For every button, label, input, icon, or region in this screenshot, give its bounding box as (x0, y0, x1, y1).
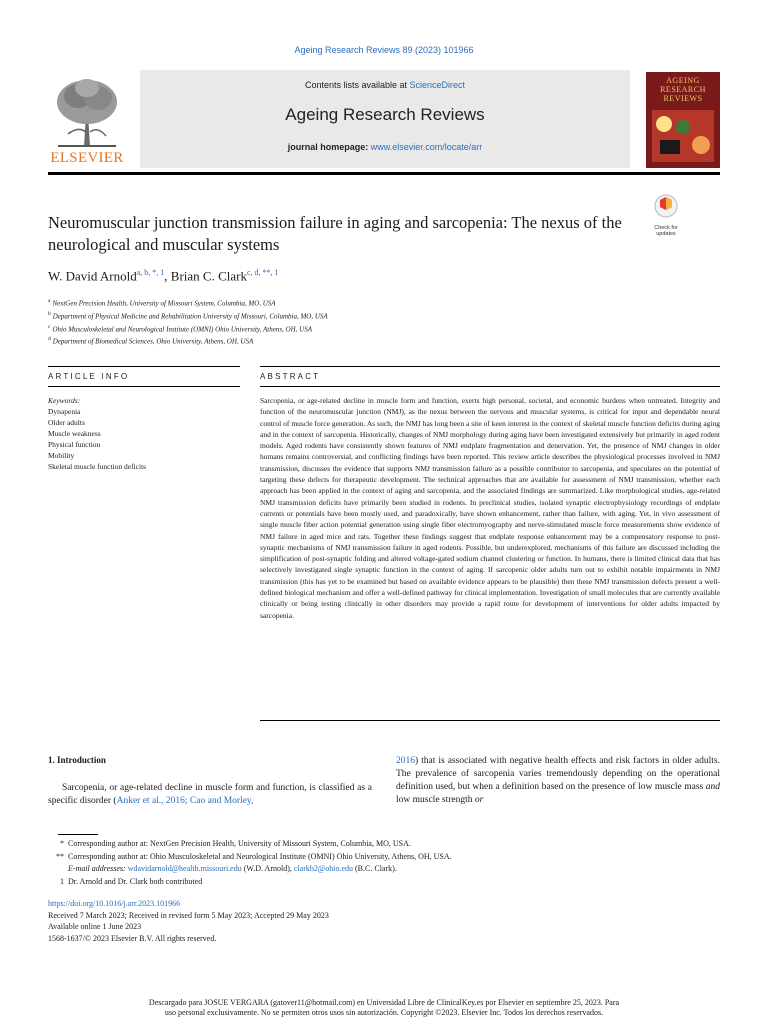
introduction-heading: 1. Introduction (48, 755, 106, 765)
author-name[interactable]: W. David Arnold (48, 268, 137, 284)
abstract-text: Sarcopenia, or age-related decline in muscle form and function, exerts high personal, societal, and economic burdens when untreated. Integrity and function of the neuromuscular junction (NMJ), as the nexus between the nervous and muscular systems, is critical for input and dependable neural control of muscle force generation. As such, the NMJ has long been a site of keen interest in the context of skeletal muscle function deficits during aging and in the context of sarcopenia. Historically, changes of NMJ morphology during aging have been investigated extensively but primarily in aged rodent models. Aged rodents have consistently shown features of NMJ endplate fragmentation and denervation. Yet, the presence of NMJ changes in older humans remains controversial, and conflicting findings have been reported. This review article describes the physiological processes involved in NMJ transmission, discusses the evidence that supports NMJ transmission failure as a possible contributor to sarcopenia, and speculates on the potential of targeting these defects for therapeutic development. The technical approaches that are available for assessment of NMJ transmission, whether each approach has been applied in the context of aging and sarcopenia, and the associated findings are summarized. Like morphological studies, age-related NMJ transmission deficits have primarily been studied in rodents. In preclinical studies, isolated synaptic electrophysiology recordings of endplate currents or potentials have been mostly used, and paradoxically, have shown enhancement, rather than failure, with aging. Yet, in vivo assessment of single muscle fiber action potential generation using single fiber electromyography and nerve-stimulated muscle force measurements show evidence of NMJ failure in aged mice and rats. Together these findings suggest that endplate response enhancement may be a compensatory response to post-synaptic mechanisms of NMJ transmission failure in aged rodents. Possible, but underexplored, mechanisms of this failure are discussed including the simplification of post-synaptic folding and altered voltage-gated sodium channel clustering or function. In humans, there is limited clinical data that has selectively investigated single synaptic function in the context of aging. If sarcopenic older adults turn out to exhibit notable impairments in NMJ transmission (this has yet to be examined but based on available evidence appears to be plausible) then these NMJ transmission defects present a well-defined biological mechanism and offer a well-defined pathway for clinical implementation. Investigation of small molecules that are currently available clinically or being testing clinically in other disorders may provide a rapid route for development of interventions for older adults impacted by sarcopenia. (260, 396, 720, 620)
homepage-link[interactable]: www.elsevier.com/locate/arr (370, 142, 483, 152)
abstract-rule (260, 366, 720, 367)
affiliation: $^a$ NextGen Precision Health, University of Missouri System, Columbia, MO, USA (48, 298, 276, 308)
author-sup[interactable]: a, b, *, 1 (136, 268, 165, 277)
keyword: Mobility (48, 451, 75, 460)
journal-title: Ageing Research Reviews (285, 105, 485, 124)
introduction-column-1: Sarcopenia, or age-related decline in muscle form and function, is classified as a specific disorder (Anker et al., 2016; Cao and Morley, (48, 783, 372, 806)
author-sup[interactable]: c, d, **, 1 (246, 268, 279, 277)
footnote: ** Corresponding author at: Ohio Musculoskeletal and Neurological Institute (OMNI) Ohio University, Athens, OH, USA. (56, 851, 452, 861)
elsevier-tree-icon (48, 74, 126, 148)
keyword: Dynapenia (48, 407, 81, 416)
journal-reference[interactable]: Ageing Research Reviews 89 (2023) 101966 (294, 45, 474, 55)
article-title: Neuromuscular junction transmission failure in aging and sarcopenia: The nexus of the neurological and muscular systems (48, 213, 622, 254)
citation-link[interactable]: 2016 (396, 756, 415, 766)
author-list (48, 268, 279, 284)
affiliation: $^c$ Ohio Musculoskeletal and Neurological Institute (OMNI) Ohio University, Athens, OH, USA (48, 323, 312, 333)
masthead (48, 70, 720, 172)
check-updates-line1: Check for (654, 225, 678, 231)
cover-image (652, 110, 714, 162)
sciencedirect-link[interactable]: ScienceDirect (409, 80, 466, 90)
article-info-subrule (48, 386, 240, 387)
email-link[interactable]: clarkb2@ohio.edu (293, 864, 354, 873)
contents-prefix: Contents lists available at (304, 80, 410, 90)
journal-cover[interactable] (646, 72, 720, 168)
copyright: 1568-1637/© 2023 Elsevier B.V. All rights reserved. (48, 933, 217, 943)
citation-link[interactable]: Anker et al., 2016; Cao and Morley, (116, 796, 254, 806)
received-dates: Received 7 March 2023; Received in revised form 5 May 2023; Accepted 29 May 2023 (48, 910, 329, 920)
abstract-end-rule (260, 720, 720, 721)
article-info-heading: ARTICLE INFO (48, 372, 130, 381)
affiliation: $^d$ Department of Biomedical Sciences, Ohio University, Athens, OH, USA (48, 336, 254, 346)
footnote-rule (58, 834, 98, 835)
affiliation: $^b$ Department of Physical Medicine and Rehabilitation University of Missouri, Columbia, MO, USA (48, 310, 328, 321)
keyword: Muscle weakness (48, 429, 101, 438)
keyword: Physical function (48, 440, 101, 449)
footnotes (50, 838, 710, 888)
author-separator: , (164, 268, 171, 284)
elsevier-logo[interactable] (48, 74, 126, 168)
keywords-label: Keywords: (48, 396, 81, 405)
check-updates-line2: updates (656, 231, 676, 237)
footnote-emails: E-mail addresses: wdavidarnold@health.missouri.edu (W.D. Arnold), clarkb2@ohio.edu (B.C. Clark). (68, 864, 397, 873)
keyword: Skeletal muscle function deficits (48, 462, 147, 471)
masthead-info (140, 70, 630, 168)
author-name[interactable]: Brian C. Clark (170, 268, 247, 284)
affiliations (48, 296, 668, 347)
footnote: 1 Dr. Arnold and Dr. Clark both contributed (60, 876, 203, 886)
homepage-label: journal homepage: (287, 142, 369, 152)
abstract-subrule (260, 386, 720, 387)
keyword: Older adults (48, 418, 85, 427)
article-info-rule (48, 366, 240, 367)
publication-info (48, 898, 708, 944)
check-updates-icon (652, 194, 680, 220)
online-date: Available online 1 June 2023 (48, 922, 142, 931)
abstract-heading: ABSTRACT (260, 372, 321, 381)
doi-link[interactable]: https://doi.org/10.1016/j.arr.2023.101966 (48, 899, 181, 908)
email-link[interactable]: wdavidarnold@health.missouri.edu (127, 864, 242, 873)
homepage-line (140, 142, 630, 152)
keywords-list (48, 395, 228, 472)
introduction-column-2: 2016) that is associated with negative health effects and risk factors in older adults. The prevalence of sarcopenia varies tremendously depending on the operational definition used, but when a definition based on the presence of low muscle mass and low muscle strength or (396, 756, 720, 805)
cover-title: AGEING RESEARCH REVIEWS (660, 76, 706, 103)
elsevier-wordmark: ELSEVIER (50, 150, 124, 166)
check-for-updates-button[interactable] (648, 194, 684, 237)
header-rule (48, 172, 720, 175)
footnote: * Corresponding author at: NextGen Precision Health, University of Missouri System, Columbia, MO, USA. (60, 839, 411, 848)
contents-line (140, 80, 630, 90)
download-notice: Descargado para JOSUE VERGARA (gatover11@hotmail.com) en Universidad Libre de ClinicalKey.es por Elsevier en septiembre 25, 2023. Para uso personal exclusivamente. No se permiten otros usos sin autorización. Copyright ©2023. Elsevier Inc. Todos los derechos reservados. (148, 998, 620, 1017)
